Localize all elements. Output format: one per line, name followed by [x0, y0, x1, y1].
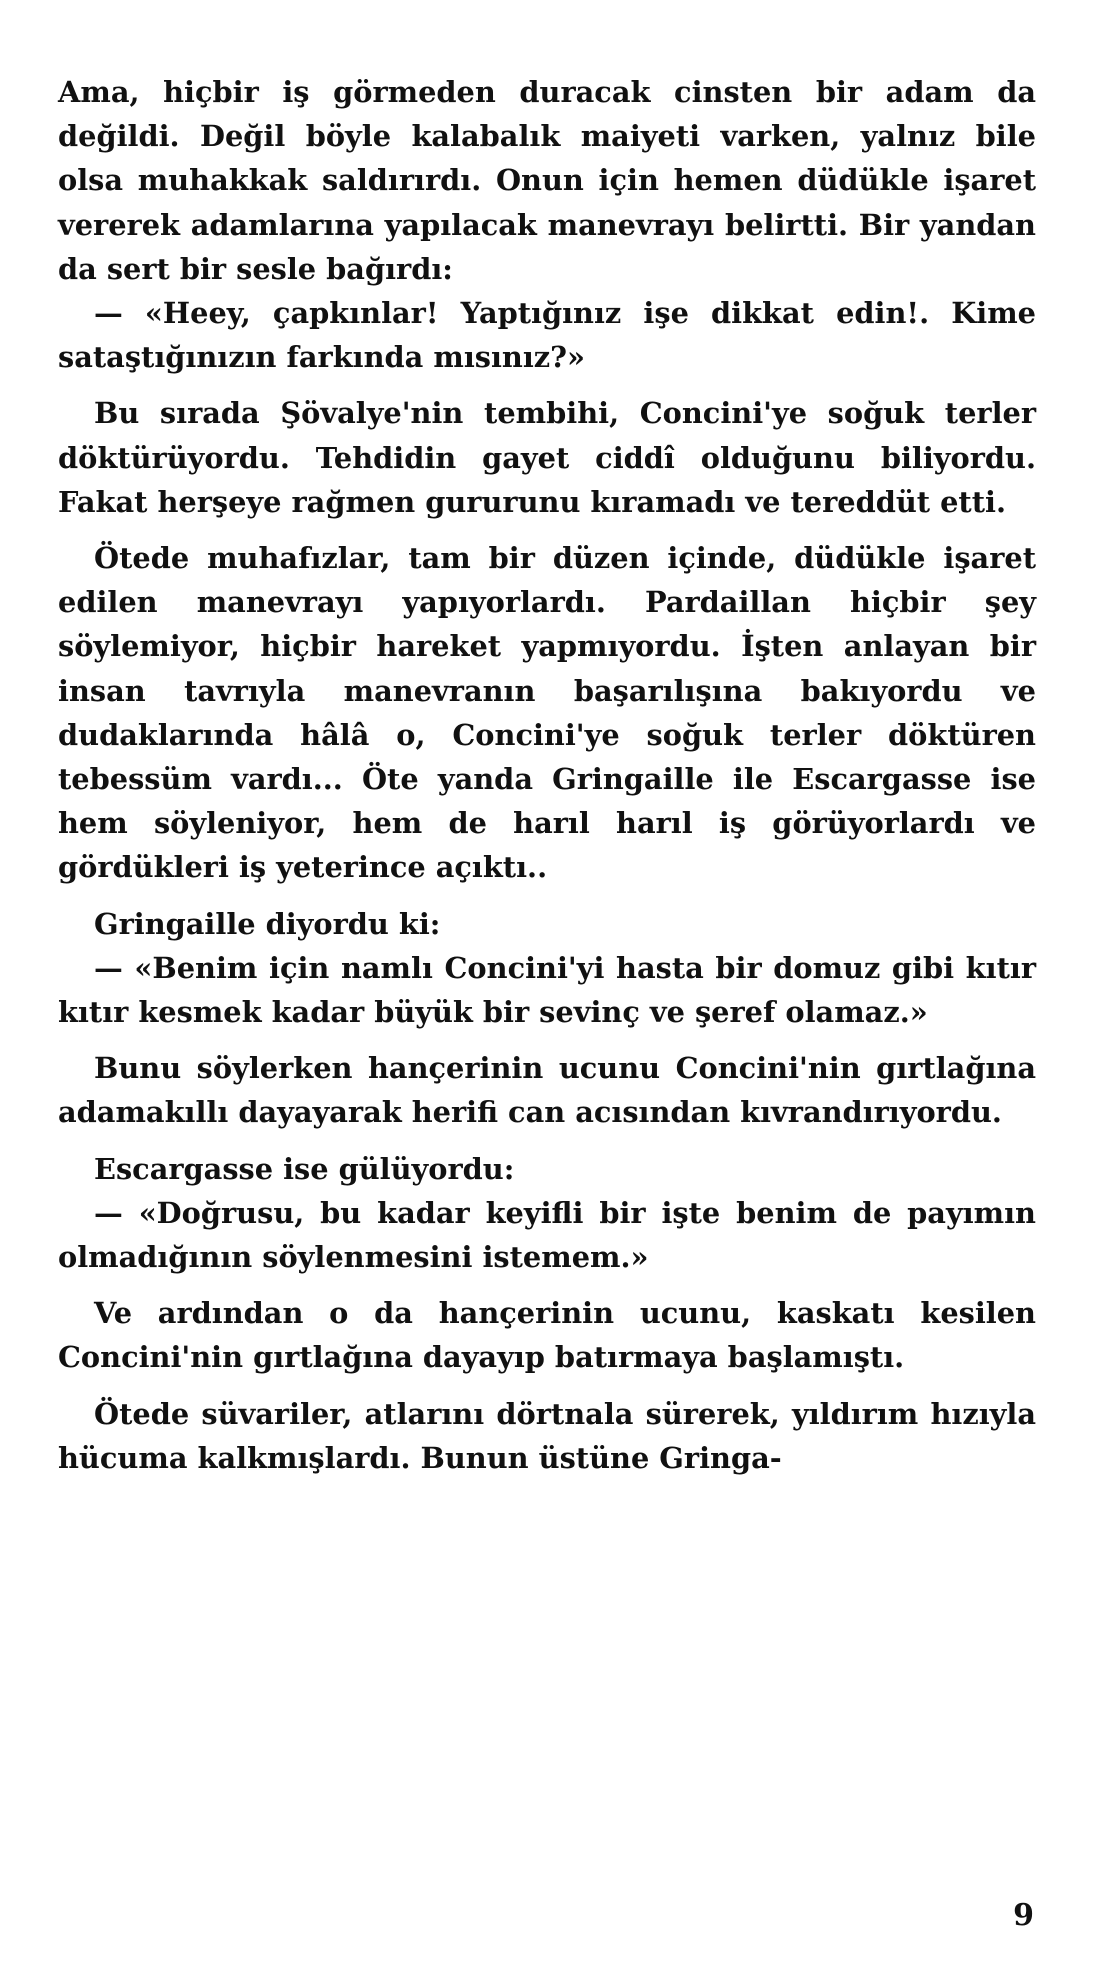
paragraph-3: Ötede muhafızlar, tam bir düzen içinde, düdükle işaret edilen manevrayı yapıyorlardı. Pardaillan hiçbir şey söylemiyor, hiçbir hareket yapmıyordu. İşten anlayan bir insan tavrıyla manevranın başarılışına bakıyordu ve dudaklarında hâlâ o, Concini'ye soğuk terler döktüren tebessüm vardı... Öte yanda Gringaille ile Escargasse ise hem söyleniyor, hem de harıl harıl iş görüyorlardı ve gördükleri iş yeterince açıktı.. — [58, 541, 1036, 885]
dialogue-3: — «Doğrusu, bu kadar keyifli bir işte benim de payımın olmadığının söylenmesini istemem.» — [58, 1195, 1036, 1275]
dialogue-1: — «Heey, çapkınlar! Yaptığınız işe dikkat edin!. Kime sataştığınızın farkında mısınız?» — [58, 296, 1036, 375]
paragraph-4: Gringaille diyordu ki: — [94, 906, 441, 941]
paragraph-7: Ve ardından o da hançerinin ucunu, kaskatı kesilen Concini'nin gırtlağına dayayıp batırmaya başlamıştı. — [58, 1296, 1036, 1375]
page-body — [58, 70, 1036, 1480]
paragraph-6: Escargasse ise gülüyordu: — [94, 1151, 515, 1186]
paragraph-5: Bunu söylerken hançerinin ucunu Concini'nin gırtlağına adamakıllı dayayarak herifi can acısından kıvrandırıyordu. — [58, 1051, 1036, 1130]
paragraph-8: Ötede süvariler, atlarını dörtnala sürerek, yıldırım hızıyla hücuma kalkmışlardı. Bunun üstüne Gringa- — [58, 1396, 1036, 1475]
dialogue-2: — «Benim için namlı Concini'yi hasta bir domuz gibi kıtır kıtır kesmek kadar büyük bir sevinç ve şeref olamaz.» — [58, 950, 1036, 1030]
paragraph-1: Ama, hiçbir iş görmeden duracak cinsten bir adam da değildi. Değil böyle kalabalık maiyeti varken, yalnız bile olsa muhakkak saldırırdı. Onun için hemen düdükle işaret vererek adamlarına yapılacak manevrayı belirtti. Bir yandan da sert bir sesle bağırdı: — [58, 75, 1036, 286]
page-number: 9 — [1013, 1898, 1034, 1933]
paragraph-2: Bu sırada Şövalye'nin tembihi, Concini'ye soğuk terler döktürüyordu. Tehdidin gayet ciddî olduğunu biliyordu. Fakat herşeye rağmen gururunu kıramadı ve tereddüt etti. — [58, 396, 1036, 519]
